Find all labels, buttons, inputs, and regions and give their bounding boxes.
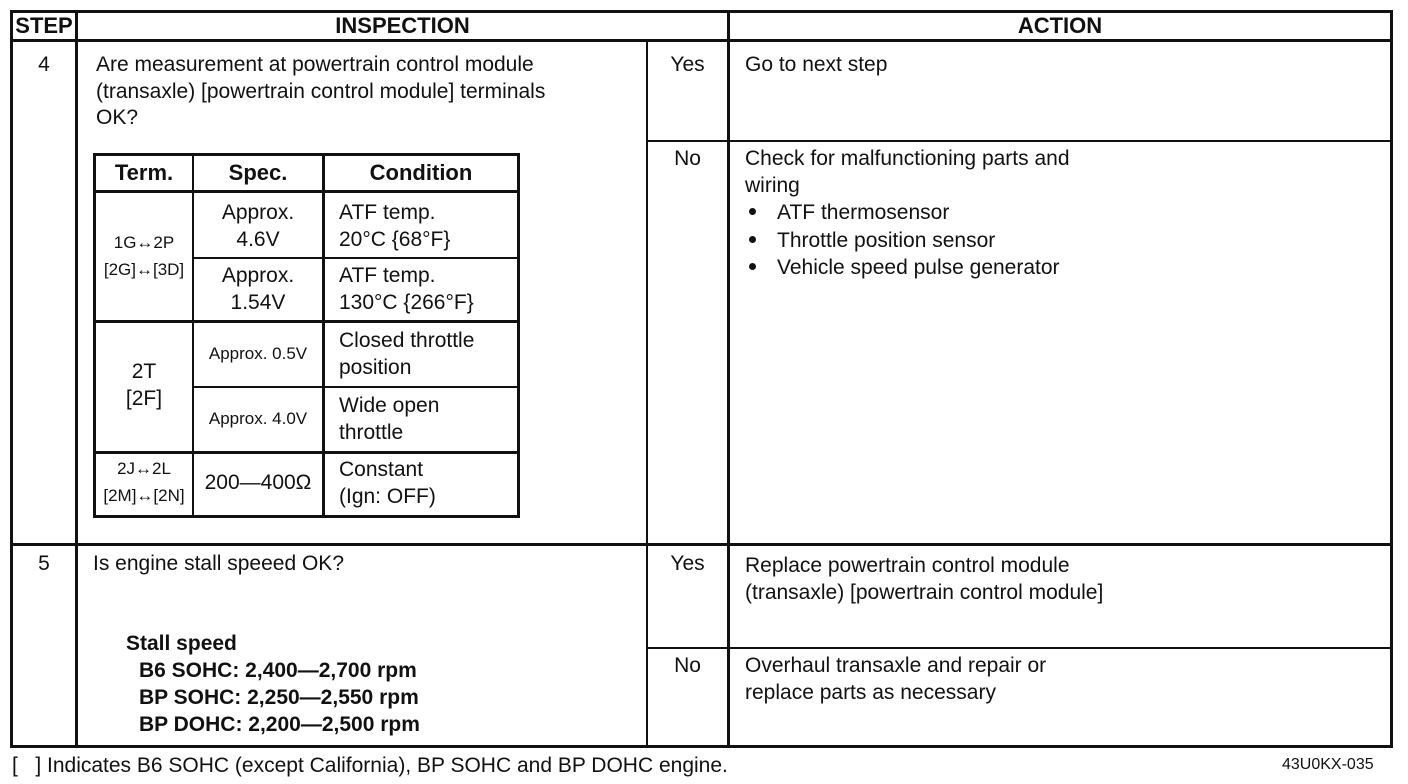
term-2g-3d: [2G]↔[3D] xyxy=(103,260,185,279)
spec-row1-line1: Approx. xyxy=(221,201,295,224)
step4-question-line1: Are measurement at powertrain control module xyxy=(96,53,534,76)
step-col-rule xyxy=(75,10,78,748)
spec-col-spec: Spec. xyxy=(228,160,288,185)
step4-no-bullet-2: Throttle position sensor xyxy=(777,229,996,252)
spec-row3: Approx. 0.5V xyxy=(208,344,308,363)
term-2t: 2T xyxy=(131,360,157,383)
step-number-5: 5 xyxy=(38,552,50,575)
footnote: [ ] Indicates B6 SOHC (except California), BP SOHC and BP DOHC engine. xyxy=(12,754,728,777)
condition-row2-line2: 130°C {266°F} xyxy=(339,291,474,314)
spec-row5: 200—400Ω xyxy=(204,471,312,494)
spec-table-rule-3 xyxy=(193,386,519,388)
stall-speed-bp-dohc: BP DOHC: 2,200—2,500 rpm xyxy=(139,713,420,736)
step4-no-bullet-1: ATF thermosensor xyxy=(777,201,950,224)
condition-row4-line2: throttle xyxy=(339,421,404,444)
condition-row2-line1: ATF temp. xyxy=(339,264,436,287)
stall-speed-b6-sohc: B6 SOHC: 2,400—2,700 rpm xyxy=(139,659,417,682)
step5-yes-action-line1: Replace powertrain control module xyxy=(745,554,1070,577)
step-divider-rule xyxy=(10,543,1393,546)
spec-table-right xyxy=(517,153,520,518)
spec-table-rule-4 xyxy=(93,451,519,454)
step4-no-bullet-3: Vehicle speed pulse generator xyxy=(777,256,1060,279)
spec-col-term: Term. xyxy=(114,160,174,185)
term-2m-2n: [2M]↔[2N] xyxy=(103,486,185,505)
condition-row3-line2: position xyxy=(339,356,412,379)
term-2j-2l: 2J↔2L xyxy=(117,459,171,478)
step4-yes-action: Go to next step xyxy=(745,53,888,76)
table-border-right xyxy=(1390,10,1393,748)
step5-no-action-line1: Overhaul transaxle and repair or xyxy=(745,654,1047,677)
spec-row2-line1: Approx. xyxy=(221,264,295,287)
step5-yes-label: Yes xyxy=(670,552,705,575)
stall-speed-title: Stall speed xyxy=(126,632,237,655)
step4-yes-label: Yes xyxy=(670,53,705,76)
bullet-icon xyxy=(749,263,756,270)
bullet-icon xyxy=(749,236,756,243)
action-col-rule xyxy=(727,10,730,748)
step-number-4: 4 xyxy=(38,53,50,76)
spec-table-rule-2 xyxy=(93,320,519,323)
header-step: STEP xyxy=(15,13,73,38)
header-action: ACTION xyxy=(1017,13,1103,38)
spec-table-header-rule xyxy=(93,190,519,193)
step4-no-label: No xyxy=(674,147,701,170)
spec-row1-line2: 4.6V xyxy=(236,228,280,251)
condition-row5-line1: Constant xyxy=(339,458,424,481)
term-1g-2p: 1G↔2P xyxy=(113,233,175,252)
stall-speed-bp-sohc: BP SOHC: 2,250—2,550 rpm xyxy=(139,686,419,709)
header-inspection: INSPECTION xyxy=(335,13,470,38)
step4-no-action-line1: Check for malfunctioning parts and xyxy=(745,147,1070,170)
step5-question: Is engine stall speeed OK? xyxy=(93,552,344,575)
condition-row5-line2: (Ign: OFF) xyxy=(339,485,436,508)
condition-row1-line2: 20°C {68°F} xyxy=(339,228,451,251)
spec-col-condition: Condition xyxy=(369,160,473,185)
step5-yes-no-rule xyxy=(648,647,1393,649)
spec-table-bottom xyxy=(93,515,519,518)
spec-table-rule-1 xyxy=(193,257,519,259)
term-2f: [2F] xyxy=(125,387,163,410)
step4-no-action-line2: wiring xyxy=(745,174,800,197)
bullet-icon xyxy=(749,208,756,215)
spec-row4: Approx. 4.0V xyxy=(208,409,308,428)
spec-row2-line2: 1.54V xyxy=(230,291,286,314)
table-border-bottom xyxy=(10,745,1393,748)
spec-table-top xyxy=(93,153,519,156)
step5-no-label: No xyxy=(674,654,701,677)
step5-no-action-line2: replace parts as necessary xyxy=(745,681,996,704)
condition-row3-line1: Closed throttle xyxy=(339,329,475,352)
step5-yes-action-line2: (transaxle) [powertrain control module] xyxy=(745,581,1104,604)
condition-row4-line1: Wide open xyxy=(339,394,440,417)
spec-table-col-2 xyxy=(322,153,325,518)
step4-question-line3: OK? xyxy=(96,106,139,129)
step4-yes-no-rule xyxy=(648,140,1393,142)
table-border-left xyxy=(10,10,13,748)
step4-question-line2: (transaxle) [powertrain control module] terminals xyxy=(96,80,546,103)
figure-code: 43U0KX-035 xyxy=(1282,756,1374,773)
condition-row1-line1: ATF temp. xyxy=(339,201,436,224)
